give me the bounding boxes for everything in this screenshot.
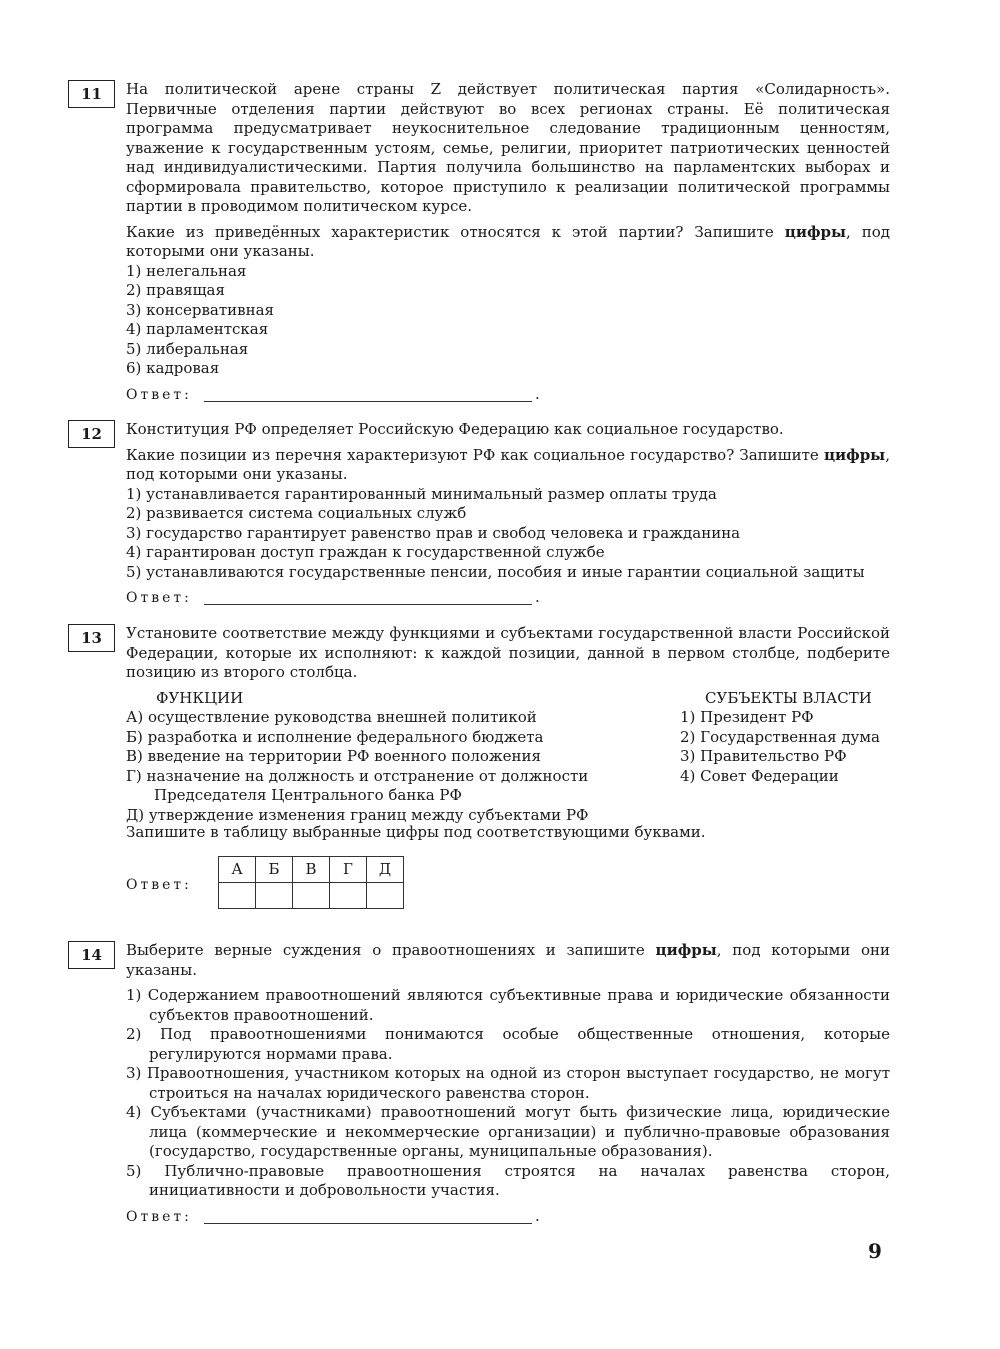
subject-item: 3) Правительство РФ	[680, 747, 847, 765]
answer-table	[218, 856, 404, 909]
option: 1) нелегальная	[126, 261, 247, 280]
question-bold: цифры	[655, 941, 717, 959]
options-list	[126, 485, 890, 583]
subject-item: 1) Президент РФ	[680, 708, 814, 726]
task-number: 13	[68, 624, 115, 652]
options-list	[126, 262, 890, 379]
answer-row	[126, 385, 890, 407]
option: 5) Публично-правовые правоотношения строятся на началах равенства сторон, инициативности и добровольности участия.	[126, 1161, 890, 1199]
answer-table-row	[126, 856, 890, 916]
task-number: 14	[68, 941, 115, 969]
function-item: А) осуществление руководства внешней политикой	[126, 708, 537, 726]
question-text-end: , под которыми они указаны.	[126, 941, 890, 979]
question-text: Какие из приведённых характеристик относятся к этой партии? Запишите	[126, 222, 785, 241]
column-heading: СУБЪЕКТЫ ВЛАСТИ	[705, 688, 872, 707]
answer-line[interactable]	[204, 1207, 532, 1224]
option: 4) гарантирован доступ граждан к государственной службе	[126, 543, 605, 561]
column-heading: ФУНКЦИИ	[156, 688, 244, 707]
function-item: В) введение на территории РФ военного положения	[126, 747, 542, 765]
question-text: Какие позиции из перечня характеризуют РФ как социальное государство? Запишите	[126, 445, 824, 464]
table-header-cell: А	[219, 857, 256, 883]
function-item: Б) разработка и исполнение федерального бюджета	[126, 727, 544, 746]
answer-line[interactable]	[204, 588, 532, 605]
subject-item: 2) Государственная дума	[680, 727, 880, 746]
task-question	[126, 941, 890, 980]
task-14	[68, 941, 890, 1229]
options-list	[126, 986, 890, 1201]
option: 5) либеральная	[126, 339, 249, 358]
answer-label: Ответ:	[126, 590, 192, 606]
question-bold: цифры	[784, 222, 847, 241]
task-question	[126, 223, 890, 262]
answer-cell[interactable]	[367, 883, 404, 909]
task-text: Установите соответствие между функциями и субъектами государственной власти Российской Федерации, которые их исполняют: к каждой позиции, данной в первом столбце, подберите позицию из второго столбца.	[126, 624, 890, 681]
task-11	[68, 80, 890, 407]
answer-label: Ответ:	[126, 877, 192, 893]
answer-cell[interactable]	[256, 883, 293, 909]
answer-cell[interactable]	[293, 883, 330, 909]
task-text: Конституция РФ определяет Российскую Федерацию как социальное государство.	[126, 420, 784, 438]
option: 4) парламентская	[126, 320, 269, 338]
answer-cell[interactable]	[330, 883, 367, 909]
table-header-cell: Б	[256, 857, 293, 883]
task-number: 12	[68, 420, 115, 448]
answer-dot: .	[535, 588, 540, 606]
option: 3) консервативная	[126, 300, 274, 319]
option: 6) кадровая	[126, 359, 220, 377]
option: 1) устанавливается гарантированный минимальный размер оплаты труда	[126, 484, 717, 503]
answer-label: Ответ:	[126, 386, 192, 403]
task-body	[126, 80, 890, 407]
option: 3) государство гарантирует равенство прав и свобод человека и гражданина	[126, 523, 741, 542]
page-number: 9	[868, 1239, 882, 1263]
task-body	[126, 941, 890, 1229]
option: 4) Субъектами (участниками) правоотношений могут быть физические лица, юридические лица (коммерческие и некоммерческие организации) и публично-правовые образования (государство, государственные органы, муниципальные образования).	[126, 1103, 890, 1160]
option: 2) Под правоотношениями понимаются особые общественные отношения, которые регулируются нормами права.	[126, 1025, 890, 1063]
option: 2) развивается система социальных служб	[126, 504, 467, 522]
answer-row	[126, 1207, 890, 1229]
function-item: Г) назначение на должность и отстранение от должности Председателя Центрального банка РФ	[126, 766, 589, 804]
function-item: Д) утверждение изменения границ между субъектами РФ	[126, 805, 589, 824]
table-header-cell: Г	[330, 857, 367, 883]
table-header-cell: В	[293, 857, 330, 883]
question-text-end: , под которыми они указаны.	[126, 222, 890, 260]
matching-columns	[126, 688, 890, 824]
answer-cell[interactable]	[219, 883, 256, 909]
task-question	[126, 446, 890, 485]
table-header-cell: Д	[367, 857, 404, 883]
answer-label: Ответ:	[126, 1208, 192, 1225]
question-text: Выберите верные суждения о правоотношениях и запишите	[126, 941, 656, 959]
answer-dot: .	[535, 384, 540, 403]
table-instruction: Запишите в таблицу выбранные цифры под соответствующими буквами.	[126, 822, 706, 841]
subjects-column	[680, 689, 900, 787]
question-text-end: , под которыми они указаны.	[126, 445, 890, 483]
task-text: На политической арене страны Z действует политическая партия «Солидарность». Первичные отделения партии действуют во всех регионах страны. Её политическая программа предусматривает неукоснительное следование традиционным ценностям, уважение к государственным устоям, семье, религии, приоритет патриотических ценностей над индивидуалистическими. Партия получила большинство на парламентских выборах и сформировала правительство, которое приступило к реализации политической программы партии в проводимом политическом курсе.	[126, 80, 890, 215]
question-bold: цифры	[823, 445, 886, 464]
functions-column	[126, 689, 626, 826]
answer-line[interactable]	[204, 385, 532, 402]
task-13	[68, 624, 890, 916]
option: 3) Правоотношения, участником которых на одной из сторон выступает государство, не могут строиться на началах юридического равенства сторон.	[126, 1064, 890, 1102]
task-number: 11	[68, 80, 115, 108]
answer-dot: .	[535, 1206, 540, 1225]
option: 1) Содержанием правоотношений являются субъективные права и юридические обязанности субъектов правоотношений.	[126, 986, 890, 1024]
task-12	[68, 420, 890, 610]
subject-item: 4) Совет Федерации	[680, 766, 839, 785]
answer-row	[126, 588, 890, 610]
task-body	[126, 420, 890, 610]
option: 2) правящая	[126, 281, 225, 299]
task-body	[126, 624, 890, 916]
option: 5) устанавливаются государственные пенсии, пособия и иные гарантии социальной защиты	[126, 562, 865, 581]
